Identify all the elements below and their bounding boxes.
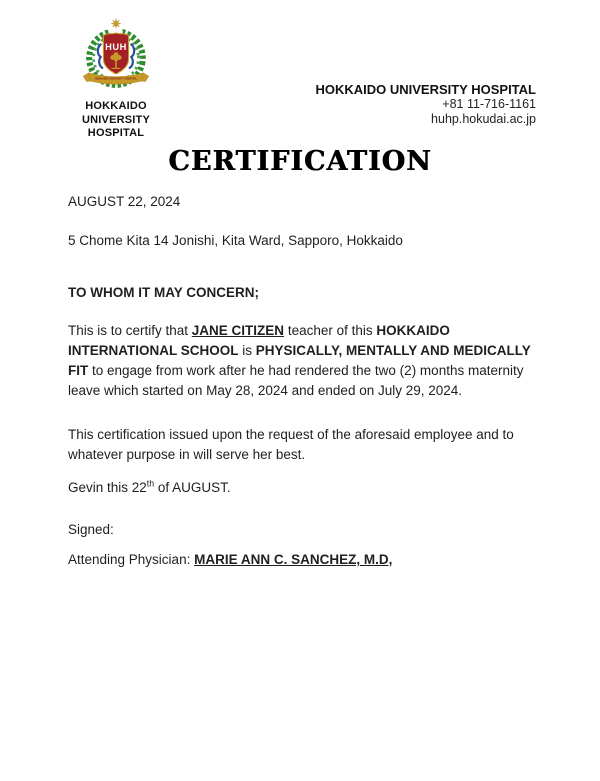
crest-banner bbox=[83, 73, 149, 84]
hospital-website: huhp.hokudai.ac.jp bbox=[431, 112, 536, 126]
letter-body-paragraph-2: This certification issued upon the request of the aforesaid employee and to whatever purpose in will serve her best. bbox=[68, 427, 514, 462]
letter-body-paragraph-1: This is to certify that JANE CITIZEN teacher of this HOKKAIDO INTERNATIONAL SCHOOL is PHYSICALLY, MENTALLY AND MEDICALLY FIT to engage from work after he had rendered the two (2) months maternity leave which started on May 28, 2024 and ended on July 29, 2024. bbox=[68, 323, 531, 398]
crest-shield bbox=[103, 33, 128, 74]
hospital-phone: +81 11-716-1161 bbox=[442, 97, 536, 111]
letter-signed-label: Signed: bbox=[68, 522, 114, 537]
logo-caption-line: HOSPITAL bbox=[87, 127, 145, 139]
letter-physician-line: Attending Physician: MARIE ANN C. SANCHEZ, M.D, bbox=[68, 552, 393, 567]
letter-date: AUGUST 22, 2024 bbox=[68, 194, 181, 209]
logo-caption-line: UNIVERSITY bbox=[81, 113, 150, 126]
logo-caption bbox=[58, 100, 174, 141]
logo-caption-line: HOKKAIDO bbox=[85, 100, 147, 112]
letter-salutation: TO WHOM IT MAY CONCERN; bbox=[68, 285, 260, 300]
letter-given-date-line: Gevin this 22th of AUGUST. bbox=[68, 478, 231, 495]
crest-monogram: HUH bbox=[105, 41, 127, 52]
hospital-name: HOKKAIDO UNIVERSITY HOSPITAL bbox=[315, 82, 536, 97]
hospital-crest-logo bbox=[75, 16, 157, 98]
hospital-logo-block bbox=[58, 16, 174, 141]
crest-star-icon bbox=[111, 19, 121, 29]
letter-address: 5 Chome Kita 14 Jonishi, Kita Ward, Sapporo, Hokkaido bbox=[68, 233, 403, 248]
contact-header bbox=[315, 82, 536, 127]
document-title: CERTIFICATION bbox=[168, 146, 432, 177]
crest-banner-text: HOKKAIDO UNIVERSITY HOSPITAL bbox=[94, 77, 138, 81]
